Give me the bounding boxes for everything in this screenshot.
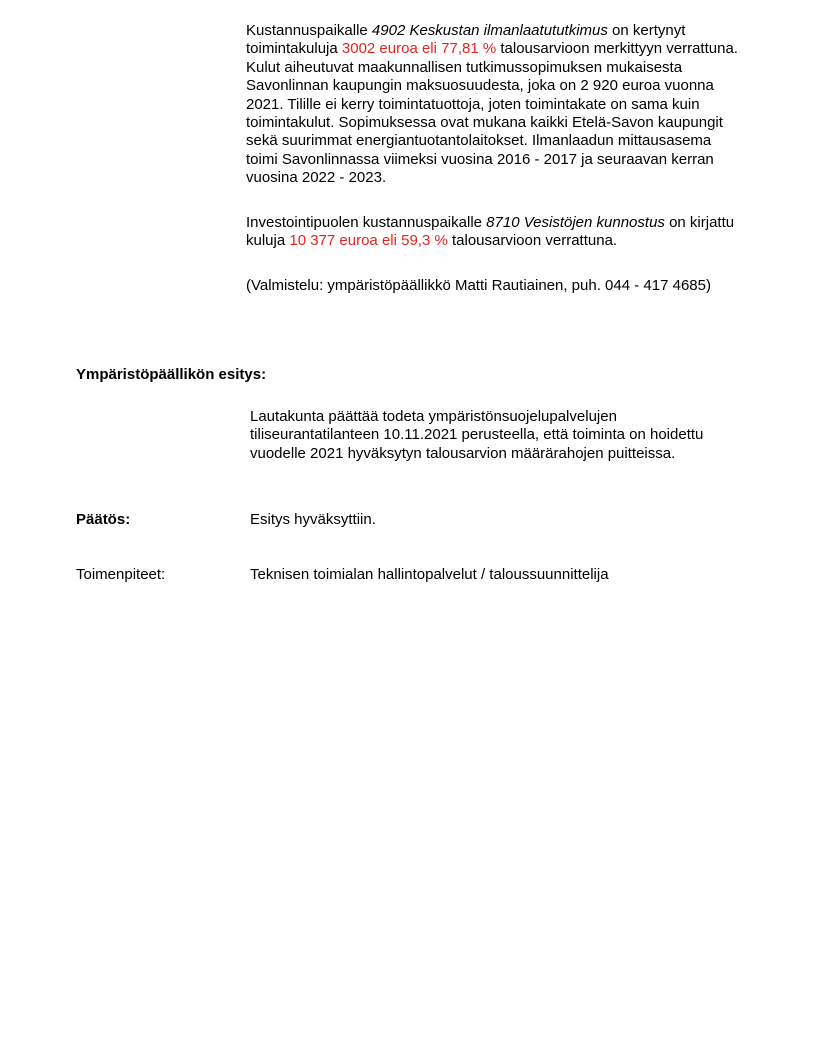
- para1-text-1: Kustannuspaikalle: [246, 22, 372, 39]
- proposal-heading: Ympäristöpäällikön esitys:: [76, 366, 267, 383]
- investment-paragraph: [246, 214, 746, 251]
- decision-label: Päätös:: [76, 511, 131, 528]
- para1-highlight-amount: 3002 euroa eli 77,81 %: [341, 40, 497, 58]
- para2-text-2: on kirjattu kuluja: [246, 214, 735, 250]
- actions-label: Toimenpiteet:: [76, 566, 166, 583]
- para2-cost-center-name: 8710 Vesistöjen kunnostus: [486, 214, 665, 231]
- actions-value: Teknisen toimialan hallintopalvelut / taloussuunnittelija: [250, 566, 609, 583]
- para2-highlight-amount: 10 377 euroa eli 59,3 %: [289, 232, 448, 250]
- para1-text-2: on kertynyt toimintakuluja: [246, 22, 686, 58]
- preparation-note: [246, 277, 716, 295]
- preparation-note-text: (Valmistelu: ympäristöpäällikkö Matti Rautiainen, puh. 044 - 417 4685): [246, 277, 711, 294]
- cost-center-paragraph: [246, 22, 746, 188]
- para2-text-3: talousarvioon verrattuna.: [447, 232, 618, 250]
- proposal-paragraph: [250, 408, 745, 463]
- proposal-text: Lautakunta päättää todeta ympäristönsuojelupalvelujen tiliseurantatilanteen 10.11.2021 perusteella, että toiminta on hoidettu vuodelle 2021 hyväksytyn talousarvion määrärahojen puitteissa.: [250, 408, 704, 462]
- para1-text-3: talousarvioon merkittyyn verrattuna. Kulut aiheutuvat maakunnallisen tutkimussopimuksen mukaisesta Savonlinnan kaupungin maksuosuudesta, joka on 2 920 euroa vuonna 2021. Tilille ei kerry toimintatuottoja, joten toimintakate on sama kuin toimintakulut. Sopimuksessa ovat mukana kaikki Etelä-Savon kaupungit sekä suurimmat energiantuotantolaitokset. Ilmanlaadun mittausasema toimi Savonlinnassa viimeksi vuosina 2016 - 2017 ja seuraavan kerran vuosina 2022 - 2023.: [246, 40, 738, 187]
- para2-text-1: Investointipuolen kustannuspaikalle: [246, 214, 487, 231]
- para1-cost-center-name: 4902 Keskustan ilmanlaatututkimus: [371, 22, 608, 39]
- decision-value: Esitys hyväksyttiin.: [250, 511, 376, 528]
